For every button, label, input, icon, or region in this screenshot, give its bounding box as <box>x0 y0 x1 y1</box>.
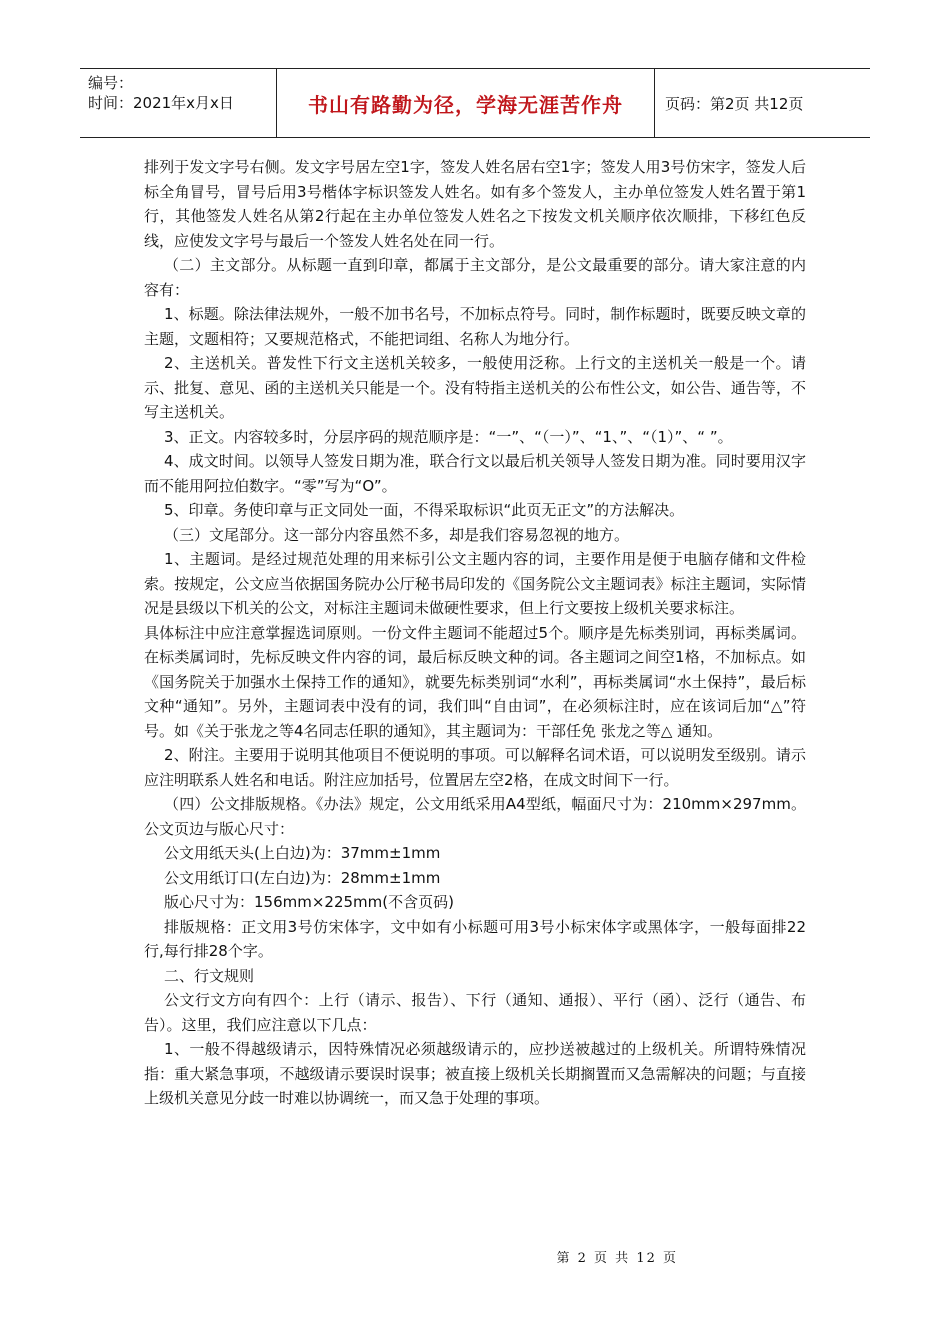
paragraph: 2、主送机关。普发性下行文主送机关较多，一般使用泛称。上行文的主送机关一般是一个。请示、批复、意见、函的主送机关只能是一个。没有特指主送机关的公布性公文，如公告、通告等，不写主送机关。 <box>144 354 806 421</box>
section-heading: 二、行文规则 <box>164 966 255 985</box>
paragraph: 5、印章。务使印章与正文同处一面，不得采取标识“此页无正文”的方法解决。 <box>164 501 685 519</box>
paragraph: 1、一般不得越级请示，因特殊情况必须越级请示的，应抄送被越过的上级机关。所谓特殊情况指：重大紧急事项，不越级请示要误时误事；被直接上级机关长期搁置而又急需解决的问题；与直接上级机关意见分歧一时难以协调统一，而又急于处理的事项。 <box>144 1040 806 1107</box>
paragraph: 2、附注。主要用于说明其他项目不便说明的事项。可以解释名词术语，可以说明发至级别。请示应注明联系人姓名和电话。附注应加括号，位置居左空2格，在成文时间下一行。 <box>144 746 806 789</box>
paragraph: 排列于发文字号右侧。发文字号居左空1字，签发人姓名居右空1字；签发人用3号仿宋字，签发人后标全角冒号，冒号后用3号楷体字标识签发人姓名。如有多个签发人，主办单位签发人姓名置于第1行，其他签发人姓名从第2行起在主办单位签发人姓名之下按发文机关顺序依次顺排，下移红色反线，应使发文字号与最后一个签发人姓名处在同一行。 <box>144 158 806 250</box>
page-footer: 第 2 页 共 12 页 <box>556 1251 678 1266</box>
paragraph: 具体标注中应注意掌握选词原则。一份文件主题词不能超过5个。顺序是先标类别词，再标类属词。在标类属词时，先标反映文件内容的词，最后标反映文种的词。各主题词之间空1格，不加标点。如《国务院关于加强水土保持工作的通知》，就要先标类别词“水利”，再标类属词“水土保持”，最后标文种“通知”。另外，主题词表中没有的词，我们叫“自由词”，在必须标注时，应在该词后加“△”符号。如《关于张龙之等4名同志任职的通知》，其主题词为：干部任免 张龙之等△ 通知。 <box>144 623 806 740</box>
section-heading: （四）公文排版规格。《办法》规定，公文用纸采用A4型纸，幅面尺寸为：210mm×297mm。公文页边与版心尺寸： <box>144 795 806 838</box>
document-time: 时间：2021年x月x日 <box>88 94 234 112</box>
paragraph: 公文行文方向有四个：上行（请示、报告）、下行（通知、通报）、平行（函）、泛行（通告、布告）。这里，我们应注意以下几点： <box>144 991 806 1034</box>
paragraph: 排版规格：正文用3号仿宋体字，文中如有小标题可用3号小标宋体字或黑体字，一般每面排22行,每行排28个字。 <box>144 917 806 960</box>
spec-line: 版心尺寸为：156mm×225mm(不含页码) <box>164 893 454 911</box>
document-number: 编号： <box>88 74 134 92</box>
page-header <box>80 68 870 138</box>
paragraph: 1、标题。除法律法规外，一般不加书名号，不加标点符号。同时，制作标题时，既要反映文章的主题，文题相符；又要规范格式，不能把词组、名称人为地分行。 <box>144 305 806 348</box>
document-body <box>144 155 806 1111</box>
header-motto: 书山有路勤为径，学海无涯苦作舟 <box>276 69 655 137</box>
section-heading: （三）文尾部分。这一部分内容虽然不多，却是我们容易忽视的地方。 <box>164 525 630 544</box>
paragraph: 1、主题词。是经过规范处理的用来标引公文主题内容的词，主要作用是便于电脑存储和文件检索。按规定，公文应当依据国务院办公厅秘书局印发的《国务院公文主题词表》标注主题词，实际情况是县级以下机关的公文，对标注主题词未做硬性要求，但上行文要按上级机关要求标注。 <box>144 550 806 617</box>
paragraph: 4、成文时间。以领导人签发日期为准，联合行文以最后机关领导人签发日期为准。同时要用汉字而不能用阿拉伯数字。“零”写为“O”。 <box>144 452 806 495</box>
spec-line: 公文用纸天头(上白边)为：37mm±1mm <box>164 844 441 862</box>
spec-line: 公文用纸订口(左白边)为：28mm±1mm <box>164 868 441 887</box>
header-page-number: 页码：第2页 共12页 <box>665 94 804 113</box>
paragraph: 3、正文。内容较多时，分层序码的规范顺序是：“一”、“（一）”、“1、”、“（1）”、“ ”。 <box>164 427 733 446</box>
section-heading: （二）主文部分。从标题一直到印章，都属于主文部分，是公文最重要的部分。请大家注意的内容有： <box>144 256 806 299</box>
header-meta <box>80 69 276 137</box>
